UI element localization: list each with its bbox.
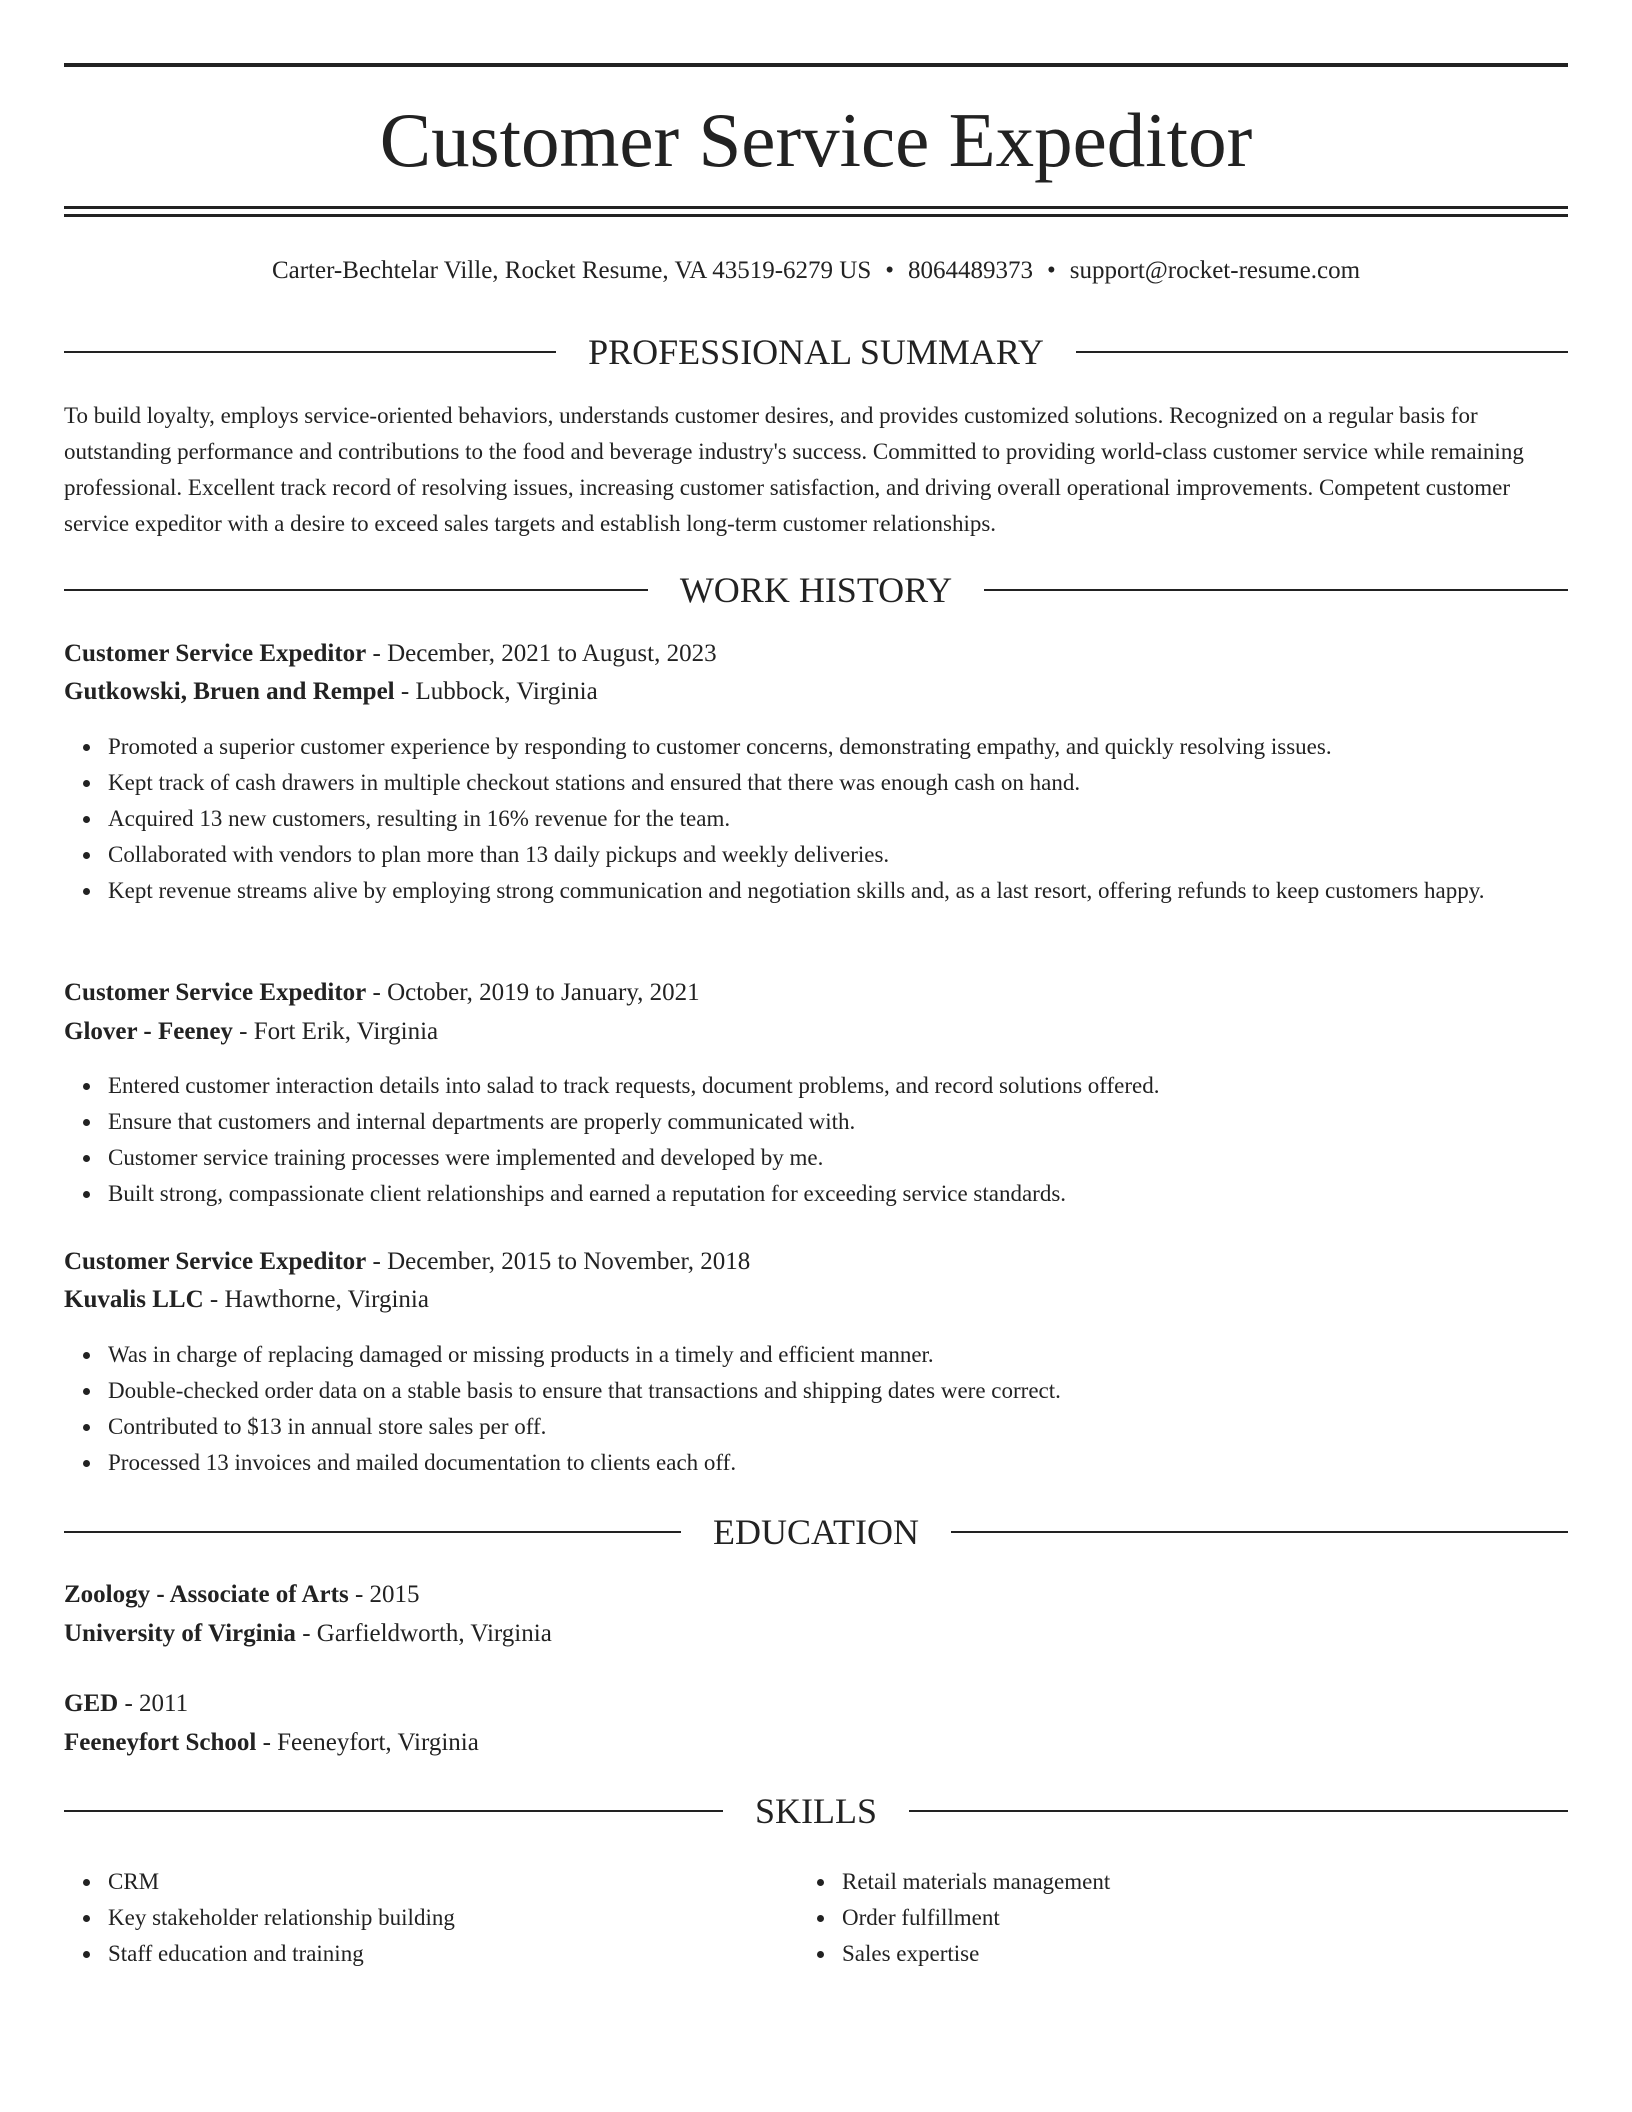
job-title-line xyxy=(64,1244,750,1280)
list-item: Kept revenue streams alive by employing strong communication and negotiation skills and, as a last resort, offering refunds to keep customers happy. xyxy=(108,873,1568,909)
contact-separator: • xyxy=(1047,257,1056,284)
contact-separator: • xyxy=(885,257,894,284)
heading-rule xyxy=(64,1810,723,1812)
list-item: Double-checked order data on a stable basis to ensure that transactions and shipping dates were correct. xyxy=(108,1373,1568,1409)
skill-item: Key stakeholder relationship building xyxy=(108,1900,455,1936)
education-location: - Garfieldworth, Virginia xyxy=(295,1620,552,1647)
title-rule-upper xyxy=(64,206,1568,209)
skill-item: Sales expertise xyxy=(842,1936,1110,1972)
skills-list-left xyxy=(64,1864,455,1972)
section-title: EDUCATION xyxy=(713,1512,919,1552)
section-heading-education xyxy=(64,1510,1568,1554)
skill-item: CRM xyxy=(108,1864,455,1900)
section-heading-work xyxy=(64,568,1568,612)
list-item: Acquired 13 new customers, resulting in 16% revenue for the team. xyxy=(108,801,1568,837)
job-location: - Lubbock, Virginia xyxy=(394,678,598,705)
list-item: Ensure that customers and internal departments are properly communicated with. xyxy=(108,1104,1568,1140)
list-item: Built strong, compassionate client relationships and earned a reputation for exceeding service standards. xyxy=(108,1176,1568,1212)
job-company-line xyxy=(64,674,598,710)
skills-list-right xyxy=(798,1864,1110,1972)
job-dates: - December, 2015 to November, 2018 xyxy=(366,1248,751,1275)
job-title: Customer Service Expeditor xyxy=(64,979,367,1006)
education-school-line xyxy=(64,1616,552,1652)
job-company: Glover - Feeney xyxy=(64,1018,233,1045)
job-bullets xyxy=(64,729,1568,909)
contact-address: Carter-Bechtelar Ville, Rocket Resume, VA 43519-6279 US xyxy=(271,257,872,284)
list-item: Processed 13 invoices and mailed documentation to clients each off. xyxy=(108,1445,1568,1481)
list-item: Promoted a superior customer experience by responding to customer concerns, demonstrating empathy, and quickly resolving issues. xyxy=(108,729,1568,765)
job-title: Customer Service Expeditor xyxy=(64,1248,367,1275)
section-title: WORK HISTORY xyxy=(679,570,953,610)
list-item: Contributed to $13 in annual store sales per off. xyxy=(108,1409,1568,1445)
heading-rule xyxy=(1076,351,1568,353)
heading-rule xyxy=(909,1810,1568,1812)
heading-rule xyxy=(64,1531,681,1533)
section-title: PROFESSIONAL SUMMARY xyxy=(588,332,1044,372)
skill-item: Retail materials management xyxy=(842,1864,1110,1900)
section-heading-summary xyxy=(64,330,1568,374)
list-item: Was in charge of replacing damaged or missing products in a timely and efficient manner. xyxy=(108,1337,1568,1373)
list-item: Entered customer interaction details into salad to track requests, document problems, and record solutions offered. xyxy=(108,1068,1568,1104)
job-dates: - October, 2019 to January, 2021 xyxy=(366,979,700,1006)
heading-rule xyxy=(951,1531,1568,1533)
list-item: Customer service training processes were implemented and developed by me. xyxy=(108,1140,1568,1176)
education-degree: Zoology - Associate of Arts xyxy=(64,1581,349,1608)
list-item: Collaborated with vendors to plan more than 13 daily pickups and weekly deliveries. xyxy=(108,837,1568,873)
list-item: Kept track of cash drawers in multiple checkout stations and ensured that there was enough cash on hand. xyxy=(108,765,1568,801)
skill-item: Staff education and training xyxy=(108,1936,455,1972)
section-heading-skills xyxy=(64,1789,1568,1833)
education-year: - 2011 xyxy=(118,1690,189,1717)
job-company: Gutkowski, Bruen and Rempel xyxy=(64,678,395,705)
education-degree-line xyxy=(64,1686,188,1722)
heading-rule xyxy=(984,589,1568,591)
job-title-line xyxy=(64,975,700,1011)
page-title: Customer Service Expeditor xyxy=(379,97,1253,183)
job-company-line xyxy=(64,1282,429,1318)
job-bullets xyxy=(64,1068,1568,1212)
job-bullets xyxy=(64,1337,1568,1481)
section-title: SKILLS xyxy=(755,1791,878,1831)
title-rule-lower xyxy=(64,214,1568,217)
contact-email: support@rocket-resume.com xyxy=(1069,257,1361,284)
contact-phone: 8064489373 xyxy=(908,257,1033,284)
skill-item: Order fulfillment xyxy=(842,1900,1110,1936)
education-school-line xyxy=(64,1725,479,1761)
education-school: Feeneyfort School xyxy=(64,1729,257,1756)
job-company-line xyxy=(64,1014,438,1050)
heading-rule xyxy=(64,351,556,353)
education-degree: GED xyxy=(64,1690,119,1717)
job-dates: - December, 2021 to August, 2023 xyxy=(366,640,717,667)
education-year: - 2015 xyxy=(348,1581,420,1608)
education-location: - Feeneyfort, Virginia xyxy=(256,1729,479,1756)
job-location: - Fort Erik, Virginia xyxy=(232,1018,439,1045)
job-company: Kuvalis LLC xyxy=(64,1286,204,1313)
job-location: - Hawthorne, Virginia xyxy=(203,1286,429,1313)
job-title: Customer Service Expeditor xyxy=(64,640,367,667)
contact-line xyxy=(64,254,1568,288)
job-title-line xyxy=(64,636,717,672)
education-degree-line xyxy=(64,1577,420,1613)
top-rule xyxy=(64,63,1568,67)
education-school: University of Virginia xyxy=(64,1620,296,1647)
heading-rule xyxy=(64,589,648,591)
summary-paragraph: To build loyalty, employs service-oriented behaviors, understands customer desires, and provides customized solutions. Recognized on a regular basis for outstanding performance and contributions to the food and beverage industry's success. Committed to providing world-class customer service while remaining professional. Excellent track record of resolving issues, increasing customer satisfaction, and driving overall operational improvements. Competent customer service expeditor with a desire to exceed sales targets and establish long-term customer relationships. xyxy=(64,403,1524,536)
